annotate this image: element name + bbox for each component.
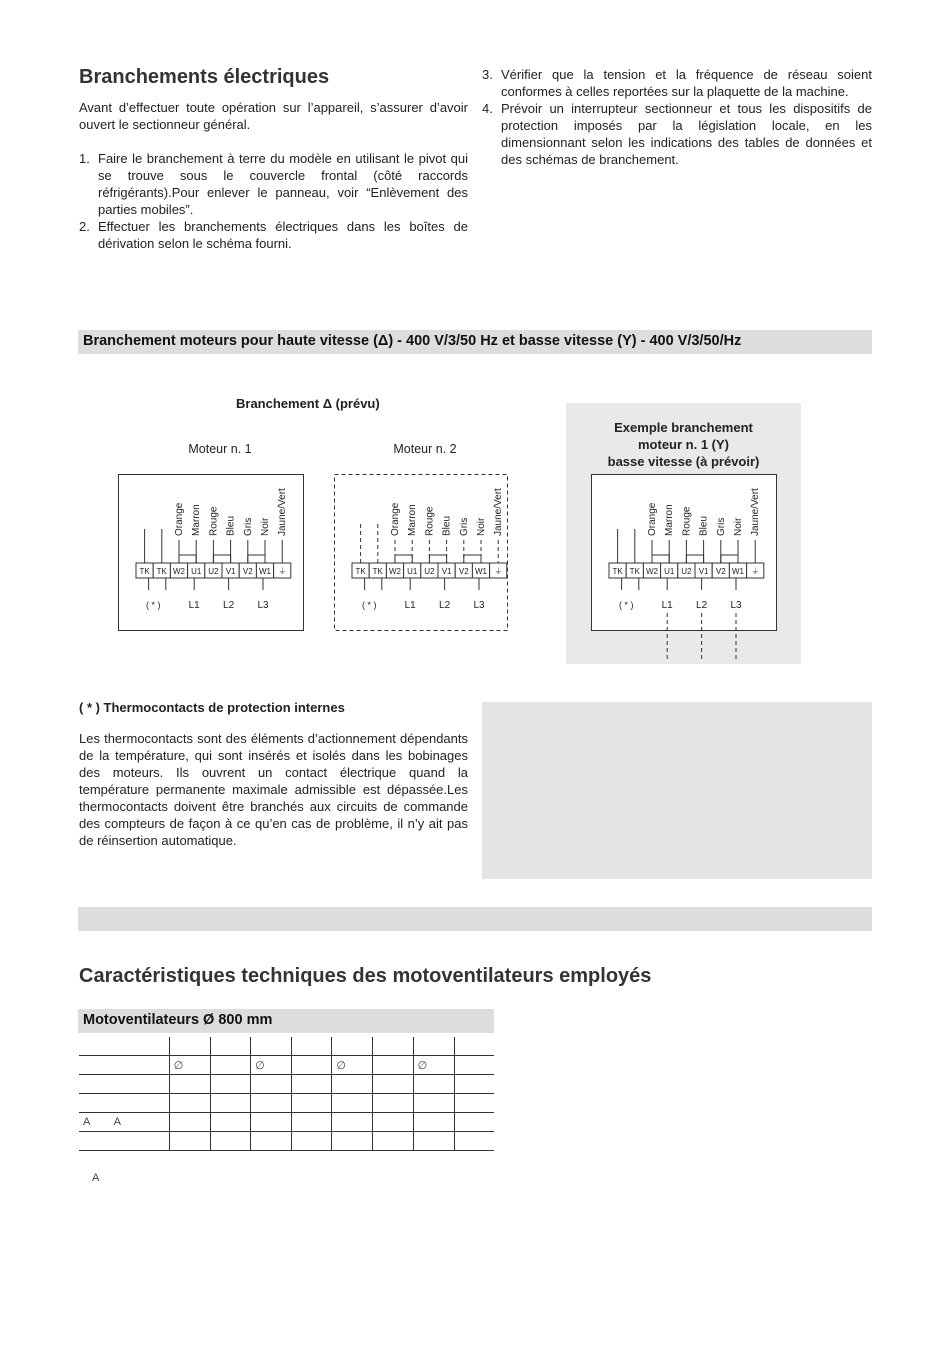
table-cell (454, 1037, 494, 1056)
table-cell (413, 1113, 454, 1132)
table-cell (210, 1094, 250, 1113)
table-cell: ∅ (332, 1056, 373, 1075)
grey-panel (482, 702, 872, 879)
terminal-label: W2 (389, 567, 401, 576)
table-row (79, 1075, 494, 1094)
thermo-text: Les thermocontacts sont des éléments d’actionnement dépendants de la température, qui sont insérés et isolés dans les bobinages des moteurs. Ils ouvrent un contact électrique quand la température permanente maximale admissible est dépassée.Les thermocontacts doivent être branchés aux circuits de commande des compteurs de façon à ce qu’en cas de problème, il n’y ait pas de réinsertion automatique. (79, 731, 468, 848)
wire-color-label: Jaune/Vert (277, 488, 289, 536)
terminal-label: U2 (681, 567, 692, 576)
wire-color-label: Rouge (424, 506, 436, 536)
example-title (566, 419, 801, 470)
wire-color-label: Marron (664, 504, 676, 536)
table-cell (332, 1113, 373, 1132)
thermo-mark: ( * ) (145, 600, 161, 610)
table-cell (210, 1056, 250, 1075)
wiring-diagram-motor1 (118, 474, 304, 631)
table-cell (454, 1132, 494, 1151)
terminal-label: W1 (475, 567, 487, 576)
section-band-empty (78, 907, 872, 931)
table-cell (79, 1132, 169, 1151)
table-cell (251, 1094, 292, 1113)
line-label: L1 (404, 600, 416, 611)
steps-list-right (482, 66, 872, 168)
terminal-label: V2 (715, 567, 726, 576)
table-cell (79, 1075, 169, 1094)
table-cell (373, 1075, 413, 1094)
terminal-label: U2 (208, 567, 219, 576)
line-label: L2 (223, 600, 235, 611)
step-number: 4. (482, 101, 493, 116)
table-cell (373, 1132, 413, 1151)
table-cell (210, 1132, 250, 1151)
example-title-line3: basse vitesse (à prévoir) (607, 454, 760, 469)
wire-color-label: Gris (715, 517, 727, 536)
table-cell: ∅ (413, 1056, 454, 1075)
table-cell (79, 1037, 169, 1056)
terminal-label: U1 (407, 567, 418, 576)
thermo-mark: ( * ) (618, 600, 634, 610)
wire-color-label: Marron (407, 504, 419, 536)
table-cell (454, 1056, 494, 1075)
wire-color-label: Orange (647, 502, 658, 536)
table-cell (413, 1037, 454, 1056)
intro-text: Avant d’effectuer toute opération sur l’appareil, s’assurer d’avoir ouvert le sectionneur général. (79, 100, 468, 132)
list-item (79, 150, 468, 218)
table-cell (291, 1056, 331, 1075)
table-cell (251, 1113, 292, 1132)
table-cell: ∅ (169, 1056, 210, 1075)
terminal-label: ⏚ (494, 567, 503, 576)
table-cell (169, 1132, 210, 1151)
wire-color-label: Noir (260, 517, 271, 536)
table-cell (291, 1075, 331, 1094)
table-cell (332, 1075, 373, 1094)
wiring-diagram-motor2 (334, 474, 508, 631)
table-footnote: A (92, 1172, 100, 1184)
terminal-label: V1 (698, 567, 709, 576)
wire-color-label: Bleu (441, 515, 453, 536)
terminal-label: W1 (732, 567, 744, 576)
terminal-label: TK (372, 567, 383, 576)
table-cell (332, 1094, 373, 1113)
motor2-label: Moteur n. 2 (393, 442, 457, 456)
line-label: L1 (661, 600, 673, 611)
thermo-mark: ( * ) (361, 600, 377, 610)
step-number: 3. (482, 67, 493, 82)
wire-color-label: Marron (191, 504, 203, 536)
motor1-label: Moteur n. 1 (188, 442, 252, 456)
table-cell (332, 1132, 373, 1151)
step-text: Vérifier que la tension et la fréquence de réseau soient conformes à celles reportées sur la plaquette de la machine. (501, 67, 872, 99)
step-text: Prévoir un interrupteur sectionneur et tous les dispositifs de protection imposés par la législation locale, en les dimensionnant selon les indications des tables de données et des schémas de branchement. (501, 101, 872, 167)
table-cell (79, 1056, 169, 1075)
table-cell (373, 1056, 413, 1075)
step-text: Effectuer les branchements électriques dans les boîtes de dérivation selon le schéma fourni. (98, 219, 468, 251)
table-cell (79, 1094, 169, 1113)
terminal-label: V2 (242, 567, 253, 576)
step-number: 1. (79, 151, 90, 166)
table-cell (169, 1037, 210, 1056)
table-cell: ∅ (251, 1056, 292, 1075)
table-cell (210, 1037, 250, 1056)
table-cell (373, 1113, 413, 1132)
table-cell (291, 1094, 331, 1113)
line-label: L1 (188, 600, 200, 611)
thermo-title: ( * ) Thermocontacts de protection internes (79, 700, 345, 715)
table-cell (210, 1075, 250, 1094)
line-label: L3 (730, 600, 742, 611)
table-cell (251, 1037, 292, 1056)
terminal-label: ⏚ (751, 567, 760, 576)
list-item (79, 218, 468, 252)
line-label: L3 (473, 600, 485, 611)
terminal-label: W2 (646, 567, 658, 576)
table-cell: A A (79, 1113, 169, 1132)
wire-color-label: Gris (242, 517, 254, 536)
list-item (482, 66, 872, 100)
table-cell (169, 1075, 210, 1094)
table-cell (454, 1094, 494, 1113)
wire-color-label: Noir (733, 517, 744, 536)
table-row (79, 1132, 494, 1151)
wire-color-label: Orange (174, 502, 185, 536)
terminal-label: U1 (191, 567, 202, 576)
wire-color-label: Jaune/Vert (750, 488, 762, 536)
spec-table (79, 1037, 494, 1151)
table-cell (332, 1037, 373, 1056)
table-cell (454, 1075, 494, 1094)
wire-color-label: Bleu (225, 515, 237, 536)
table-cell (291, 1113, 331, 1132)
terminal-label: W1 (259, 567, 271, 576)
step-text: Faire le branchement à terre du modèle en utilisant le pivot qui se trouve sous le couvercle frontal (côté raccords réfrigérants).Pour enlever le panneau, voir “Enlèvement des parties mobiles”. (98, 151, 468, 217)
table-cell (373, 1094, 413, 1113)
line-label: L3 (257, 600, 269, 611)
section2-title: Caractéristiques techniques des motoventilateurs employés (79, 965, 652, 987)
table-cell (251, 1132, 292, 1151)
wire-color-label: Rouge (681, 506, 693, 536)
table-cell (413, 1075, 454, 1094)
terminal-label: W2 (173, 567, 185, 576)
example-title-line1: Exemple branchement (614, 420, 753, 435)
table-row (79, 1113, 494, 1132)
table-cell (413, 1132, 454, 1151)
band-title: Branchement moteurs pour haute vitesse (Δ) - 400 V/3/50 Hz et basse vitesse (Y) - 400 V/3/50/Hz (83, 333, 742, 349)
terminal-label: TK (355, 567, 366, 576)
delta-title: Branchement Δ (prévu) (236, 396, 380, 411)
line-label: L2 (439, 600, 451, 611)
terminal-label: TK (629, 567, 640, 576)
table-cell (413, 1094, 454, 1113)
table-row (79, 1056, 494, 1075)
wire-color-label: Bleu (698, 515, 710, 536)
page-title: Branchements électriques (79, 66, 330, 88)
table-cell (373, 1037, 413, 1056)
list-item (482, 100, 872, 168)
wire-color-label: Orange (390, 502, 401, 536)
table-cell (251, 1075, 292, 1094)
table-cell (291, 1132, 331, 1151)
wire-color-label: Gris (458, 517, 470, 536)
table-cell (210, 1113, 250, 1132)
table-row (79, 1094, 494, 1113)
example-title-line2: moteur n. 1 (Y) (637, 437, 729, 452)
terminal-label: TK (156, 567, 167, 576)
terminal-label: ⏚ (278, 567, 287, 576)
wire-color-label: Jaune/Vert (493, 488, 505, 536)
wiring-diagram-example (591, 474, 777, 660)
table-cell (291, 1037, 331, 1056)
line-label: L2 (696, 600, 708, 611)
table-cell (169, 1094, 210, 1113)
table-cell (169, 1113, 210, 1132)
wire-color-label: Noir (476, 517, 487, 536)
wire-color-label: Rouge (208, 506, 220, 536)
table-cell (454, 1113, 494, 1132)
terminal-label: V2 (458, 567, 469, 576)
terminal-label: U1 (664, 567, 675, 576)
step-number: 2. (79, 219, 90, 234)
terminal-label: TK (612, 567, 623, 576)
terminal-label: TK (139, 567, 150, 576)
steps-list-left (79, 150, 468, 252)
terminal-label: V1 (225, 567, 236, 576)
terminal-label: V1 (441, 567, 452, 576)
table-row (79, 1037, 494, 1056)
table-title: Motoventilateurs Ø 800 mm (83, 1012, 273, 1028)
terminal-label: U2 (424, 567, 435, 576)
